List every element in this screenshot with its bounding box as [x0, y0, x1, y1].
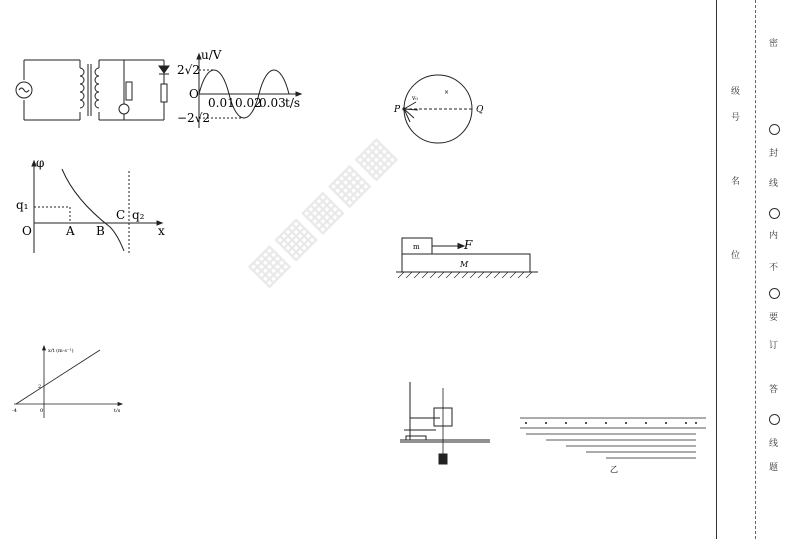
q6-tick-001: 0.01 [208, 96, 235, 110]
middle-column [392, 0, 714, 539]
strip-circle-2 [769, 208, 780, 219]
binding-strip [716, 0, 794, 539]
q7-point-b: B [96, 224, 105, 238]
q11-apparatus-figure [400, 378, 500, 470]
q9-point-q: Q [476, 105, 484, 115]
q6-ammeter [119, 104, 129, 114]
q7-phi-curve [62, 169, 124, 251]
q6-tick-neg-peak: −2√2 [177, 111, 210, 125]
left-column [0, 0, 382, 539]
q9-field-cross-symbol: × [444, 89, 450, 96]
q7-point-c: C [116, 208, 126, 222]
q9-v0-label: v₀ [412, 95, 418, 102]
q6-tick-003: 0.03 [259, 96, 286, 110]
q9-magnetic-field-figure [392, 72, 492, 146]
q10-small-block-label: m [413, 243, 420, 251]
q10-block-board-figure [392, 230, 542, 284]
q8-xt-graph [10, 342, 130, 420]
q9-point-p-dot [402, 107, 405, 110]
q7-potential-graph [12, 157, 172, 257]
strip-right-char-2: 线 [769, 179, 779, 189]
q7-x-label: x [158, 224, 165, 238]
strip-circle-1 [769, 124, 780, 135]
q6-voltage-graph [175, 50, 305, 132]
q11-tape-dots [525, 422, 697, 424]
q8-t-axis-label: t/s [114, 408, 121, 414]
strip-left-char-2: 名 [731, 177, 741, 187]
binding-dash-line [755, 0, 756, 539]
strip-circle-3 [769, 288, 780, 299]
strip-left-char-1: 号 [731, 113, 741, 123]
strip-circle-4 [769, 414, 780, 425]
q8-line [16, 350, 100, 404]
strip-left-char-3: 位 [731, 251, 741, 261]
q6-resistor-1 [126, 82, 132, 100]
q10-board-label: M [460, 260, 469, 269]
q6-ac-source-wave [19, 88, 29, 92]
strip-right-char-1: 封 [769, 149, 779, 159]
q9-velocity-1 [404, 102, 416, 109]
q7-q1-label: q₁ [16, 198, 29, 212]
strip-right-dash-char-0: 订 [769, 341, 779, 351]
q11-weight [439, 454, 447, 464]
q8-tick-2: 2 [38, 384, 42, 390]
q7-origin-label: O [22, 224, 32, 238]
q6-tick-002: 0.02 [235, 96, 262, 110]
strip-right-dash-char-1: 线 [769, 439, 779, 449]
q6-transformer-circuit-figure [14, 54, 170, 130]
q6-secondary-coil [95, 68, 99, 108]
q8-y-axis-arrow [43, 346, 46, 350]
q6-diode [159, 66, 169, 73]
q6-primary-coil [80, 68, 84, 108]
q9-point-p: P [394, 105, 401, 115]
q8-y-axis-label: x/t (m·s⁻¹) [48, 348, 74, 354]
strip-right-char-6: 答 [769, 385, 779, 395]
q7-phi-label: φ [36, 156, 45, 170]
q6-tick-origin: O [189, 87, 199, 101]
q6-tick-pos-peak: 2√2 [177, 63, 200, 77]
q8-t-axis-arrow [118, 403, 122, 406]
strip-right-char-7: 题 [769, 463, 779, 473]
q7-q2-label: q₂ [132, 208, 145, 222]
strip-left-char-0: 级 [731, 87, 741, 97]
q7-point-a: A [66, 224, 75, 238]
q8-tick-0: 0 [40, 408, 44, 414]
q10-ground-hatch [398, 272, 532, 278]
q9-velocity-2 [404, 109, 414, 118]
strip-right-char-5: 要 [769, 313, 779, 323]
strip-right-char-3: 内 [769, 231, 779, 241]
q6-resistor-2 [161, 84, 167, 102]
q6-u-axis-label: u/V [201, 48, 222, 62]
q10-force-label: F [464, 238, 473, 252]
q6-t-axis-label: t/s [285, 96, 301, 110]
watermark: ▦▦▦▦▦ [238, 128, 405, 295]
q11-stand-base [406, 436, 426, 440]
q11-paper-tape-figure [516, 404, 712, 474]
strip-right-char-0: 密 [769, 39, 779, 49]
strip-right-char-4: 不 [769, 263, 779, 273]
q11-fig-yi-label: 乙 [610, 465, 618, 474]
q8-tick-neg4: -4 [12, 408, 17, 414]
